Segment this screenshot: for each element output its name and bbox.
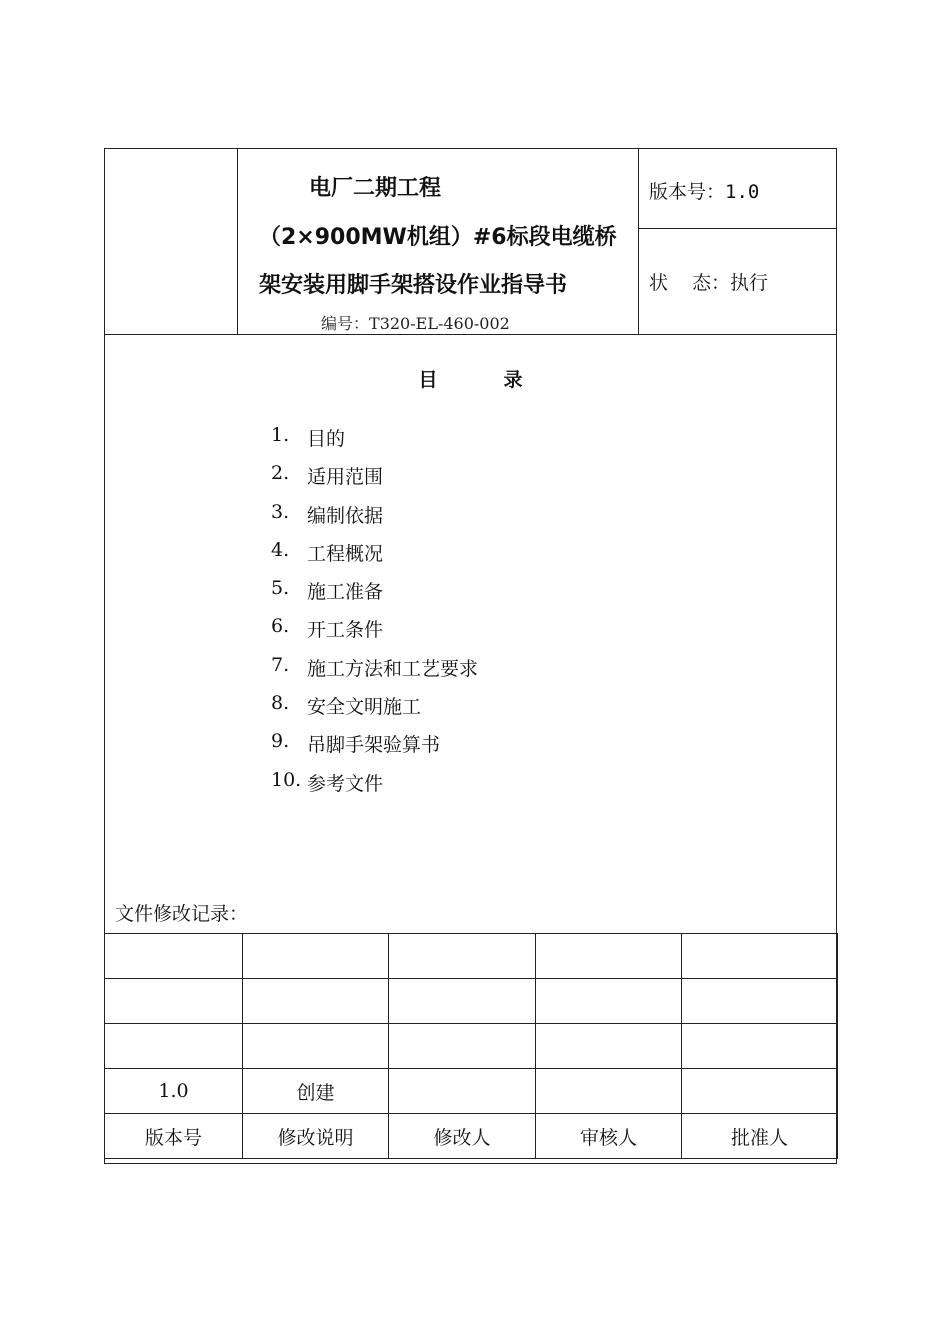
toc-item-text: 施工方法和工艺要求 [307, 657, 479, 680]
table-cell [682, 934, 838, 979]
table-cell [105, 979, 243, 1024]
title-line-2: （2×900MW机组）#6标段电缆桥 [259, 225, 617, 250]
toc-item[interactable] [271, 539, 478, 577]
logo-cell [105, 149, 238, 334]
table-cell [389, 1069, 536, 1114]
revision-table [104, 933, 838, 1159]
version-label: 版本号： [649, 181, 726, 203]
table-cell [536, 1024, 682, 1069]
version-field [649, 177, 759, 204]
toc-item-text: 编制依据 [307, 504, 384, 527]
title-cell [237, 149, 639, 334]
table-row [105, 1069, 838, 1114]
version-cell [639, 149, 836, 229]
toc-item-text: 工程概况 [307, 542, 384, 565]
table-cell [682, 979, 838, 1024]
table-cell [243, 934, 389, 979]
column-header-modifier: 修改人 [389, 1114, 536, 1159]
status-value: 执行 [730, 272, 769, 294]
toc-item[interactable] [271, 615, 478, 653]
document-header [105, 149, 836, 335]
table-cell [389, 979, 536, 1024]
column-header-reviewer: 审核人 [536, 1114, 682, 1159]
toc-item-number: 1. [271, 424, 290, 446]
toc-item[interactable] [271, 501, 478, 539]
table-cell [536, 1069, 682, 1114]
toc-item[interactable] [271, 692, 478, 730]
revision-record-label: 文件修改记录： [115, 903, 249, 925]
toc-item-number: 5. [271, 577, 290, 600]
status-label-b: 态： [692, 272, 731, 294]
table-cell [389, 1024, 536, 1069]
toc-item-text: 目的 [307, 428, 346, 450]
column-header-approver: 批准人 [682, 1114, 838, 1159]
table-cell: 创建 [243, 1069, 389, 1114]
toc-item-text: 施工准备 [307, 581, 384, 604]
toc-item-number: 10. [271, 768, 302, 791]
title-line-3: 架安装用脚手架搭设作业指导书 [259, 273, 568, 298]
status-label-a: 状 [649, 272, 669, 294]
table-cell [105, 934, 243, 979]
meta-cell [639, 149, 836, 334]
column-header-version: 版本号 [105, 1114, 243, 1159]
table-cell [243, 979, 389, 1024]
toc-item-number: 8. [271, 692, 290, 715]
toc-item-text: 适用范围 [307, 466, 384, 489]
table-cell [682, 1024, 838, 1069]
toc-item-text: 安全文明施工 [307, 696, 422, 719]
table-cell [536, 934, 682, 979]
toc-item[interactable] [271, 577, 478, 615]
toc-item-text: 参考文件 [307, 772, 384, 795]
toc-item-number: 2. [271, 462, 290, 485]
table-row [105, 934, 838, 979]
column-header-description: 修改说明 [243, 1114, 389, 1159]
table-cell [243, 1024, 389, 1069]
table-row [105, 1024, 838, 1069]
toc-item-number: 7. [271, 653, 290, 676]
document-code-label: 编号： [321, 314, 370, 333]
table-cell [682, 1069, 838, 1114]
table-of-contents [271, 424, 478, 807]
toc-title-b: 录 [503, 369, 523, 391]
table-cell [536, 979, 682, 1024]
title-line-1: 电厂二期工程 [309, 176, 442, 201]
table-header-row [105, 1114, 838, 1159]
toc-item-number: 3. [271, 500, 290, 523]
toc-item-text: 吊脚手架验算书 [307, 734, 441, 757]
status-field [649, 268, 768, 295]
toc-item-text: 开工条件 [307, 619, 384, 642]
toc-item[interactable] [271, 654, 478, 692]
table-cell [105, 1024, 243, 1069]
toc-item-number: 6. [271, 615, 290, 638]
table-row [105, 979, 838, 1024]
toc-item[interactable] [271, 424, 478, 462]
toc-title [105, 365, 836, 392]
document-code-value: T320-EL-460-002 [369, 314, 510, 333]
table-cell [389, 934, 536, 979]
document-code [321, 311, 510, 334]
toc-item[interactable] [271, 462, 478, 500]
document-frame [104, 148, 837, 1164]
toc-item[interactable] [271, 769, 478, 807]
toc-item-number: 9. [271, 730, 290, 753]
toc-title-a: 目 [418, 369, 438, 391]
toc-item-number: 4. [271, 538, 290, 561]
table-cell: 1.0 [105, 1069, 243, 1114]
version-value: 1.0 [725, 181, 760, 203]
toc-item[interactable] [271, 730, 478, 768]
